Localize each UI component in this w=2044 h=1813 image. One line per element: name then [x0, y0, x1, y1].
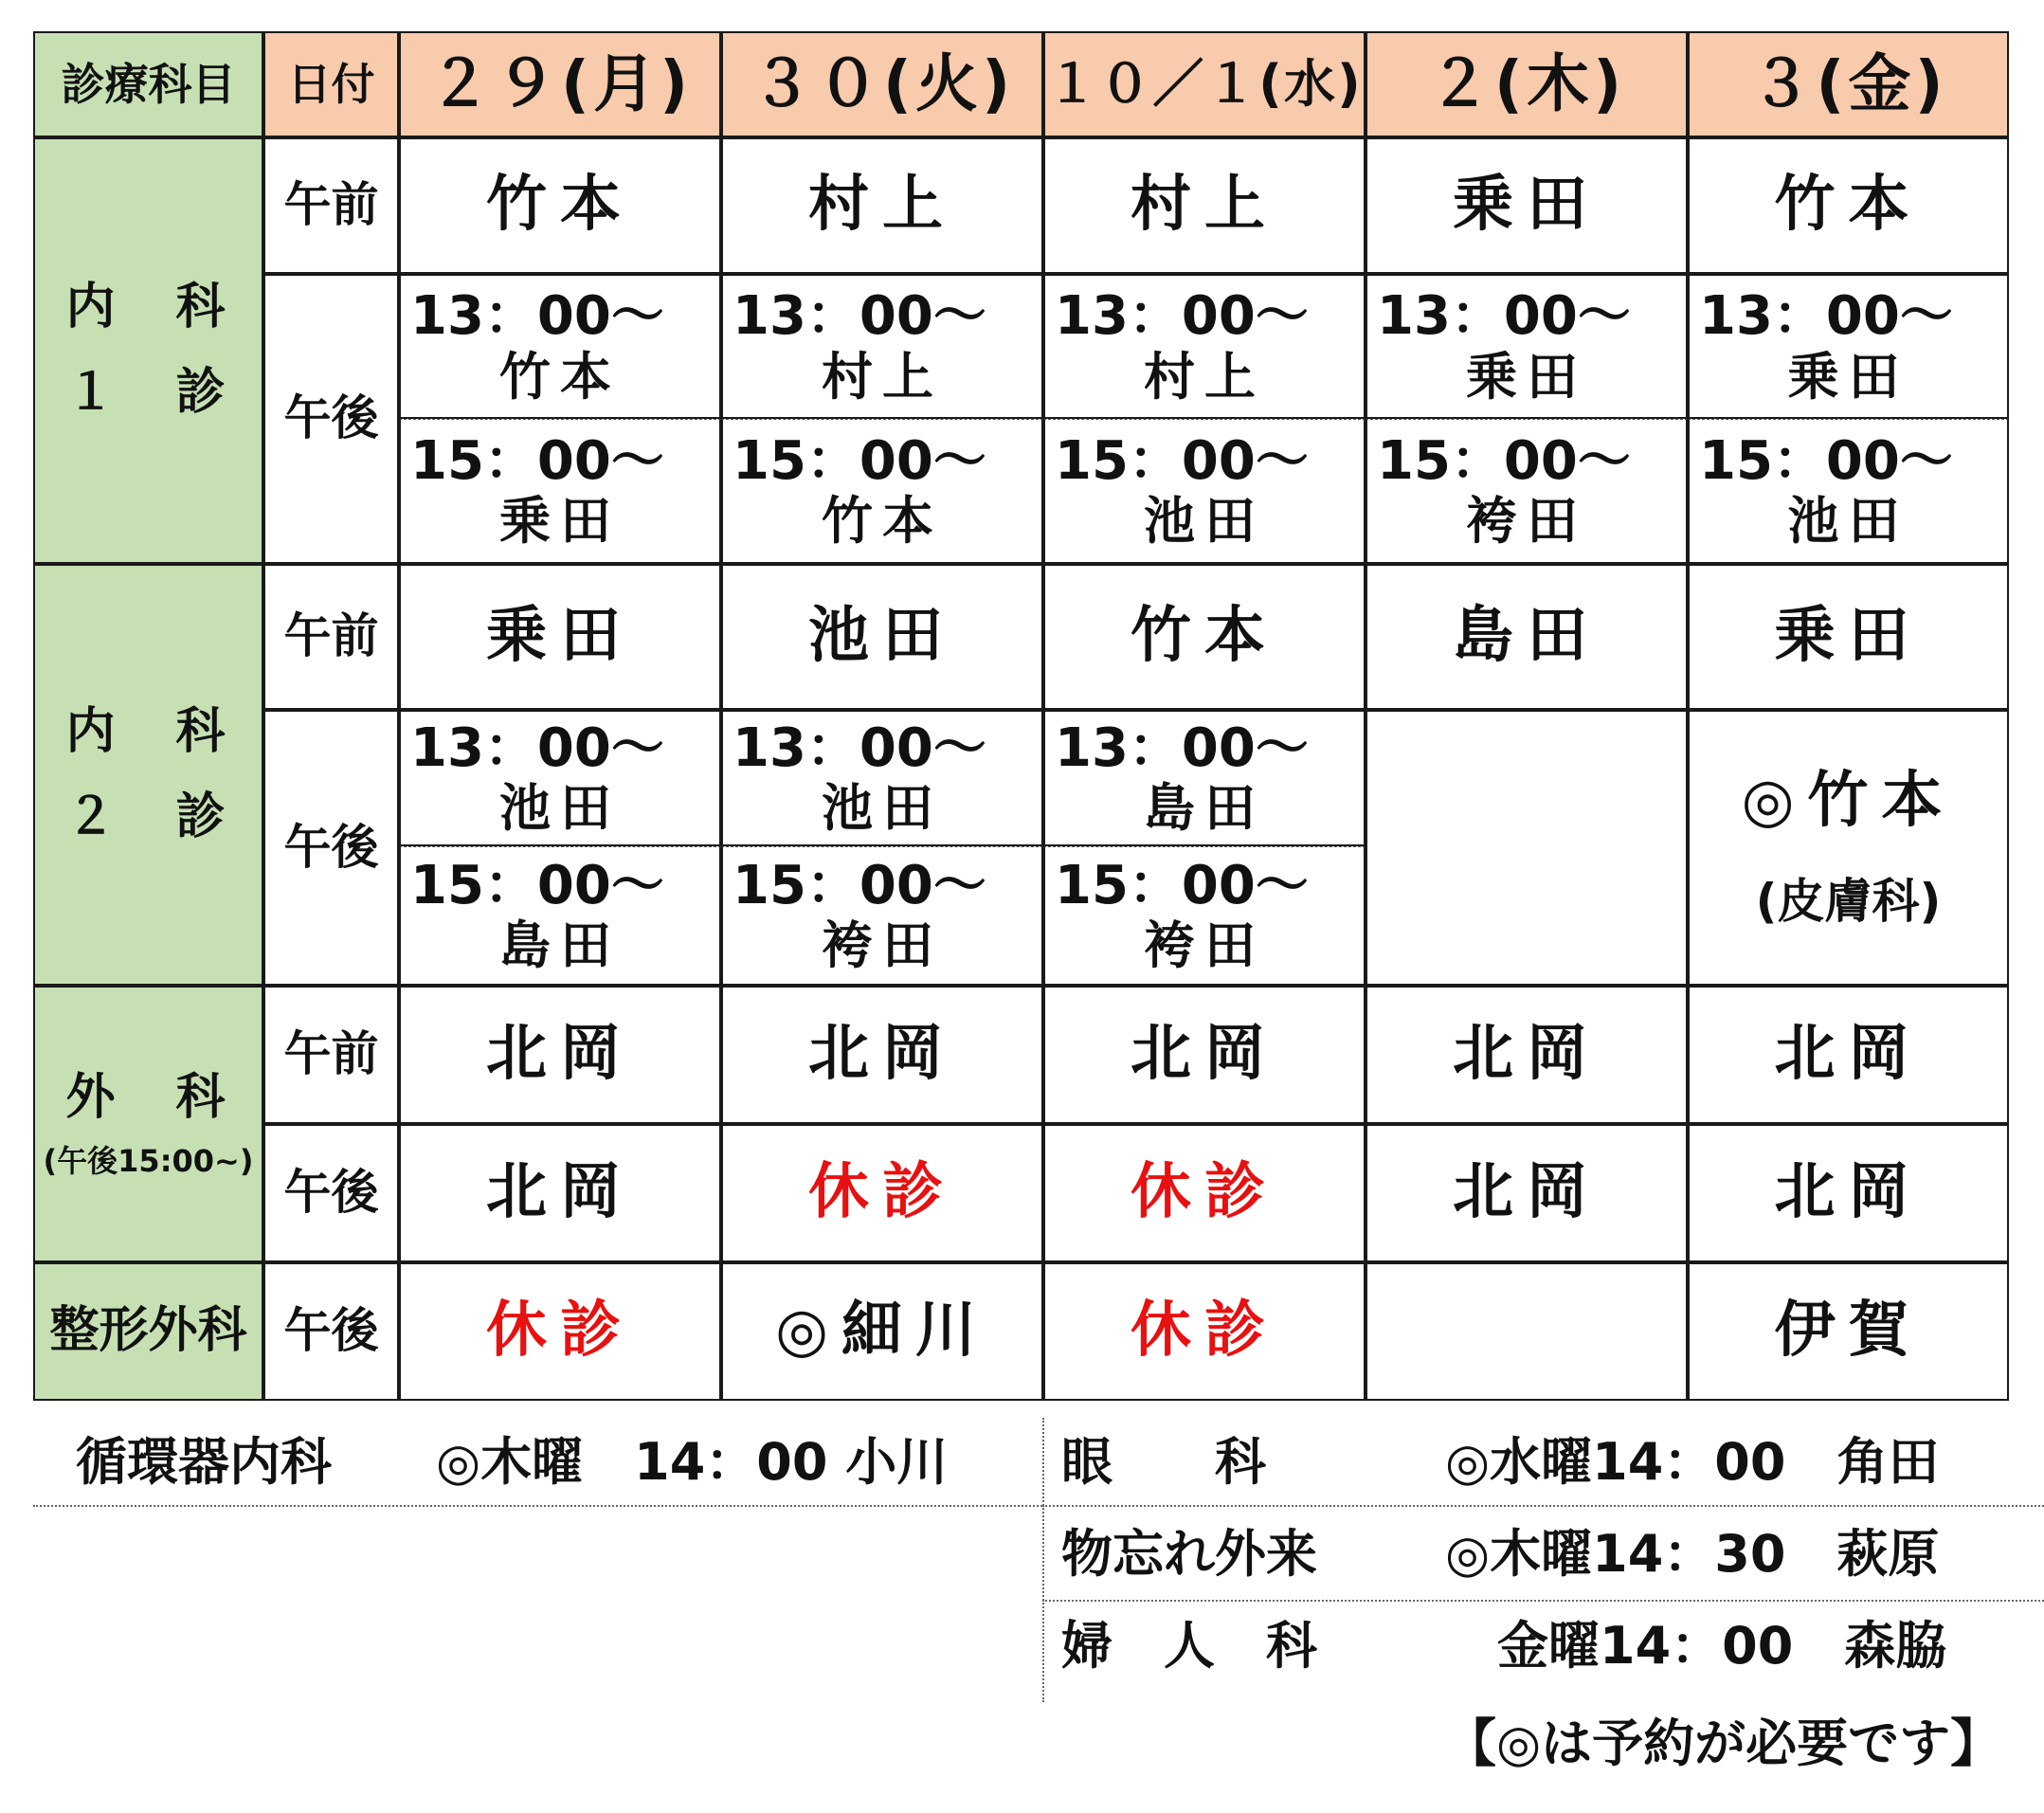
naika2-pm-top-cell	[721, 710, 1043, 846]
doctor-name: 池田	[499, 778, 621, 839]
time-label: 15：00～	[1377, 429, 1631, 492]
time-label: 13：00～	[1377, 285, 1631, 348]
naika2-pm-bottom-cell	[721, 846, 1043, 986]
doctor-name: 北岡	[1131, 1019, 1278, 1090]
time-label: 15：00～	[733, 429, 986, 492]
time-label: 13：00～	[1699, 285, 1953, 348]
naika2-pm-top-cell	[399, 710, 721, 846]
doctor-name: 北岡	[1774, 1019, 1923, 1090]
time-label: 13：00～	[410, 716, 664, 779]
doctor-name: 池田	[808, 601, 956, 672]
naika2-am-cell	[721, 564, 1043, 710]
period-geka-pm: 午後	[263, 1124, 399, 1262]
seikei-pm-cell	[399, 1262, 721, 1401]
schedule-table	[33, 31, 2009, 1401]
geka-am-cell	[1043, 986, 1366, 1124]
naika2-am-cell	[1366, 564, 1688, 710]
period-naika1-pm: 午後	[263, 274, 399, 564]
dept-naika1: 内 科 １ 診	[33, 137, 263, 564]
geka-pm-cell	[1688, 1124, 2009, 1262]
geka-am-cell	[399, 986, 721, 1124]
doctor-name: 北岡	[486, 1019, 634, 1090]
period-geka-am: 午前	[263, 986, 399, 1124]
footer-jun-detail: ◎木曜 14：00 小川	[436, 1432, 949, 1492]
header-dept-cell	[33, 31, 263, 137]
time-label: 15：00～	[410, 854, 664, 916]
period-naika2-pm: 午後	[263, 710, 399, 986]
seikei-pm-cell	[1043, 1262, 1366, 1401]
footer-ganka-label: 眼 科	[1061, 1432, 1266, 1492]
doctor-name: 池田	[1787, 491, 1909, 552]
header-day-tue: ３０(火)	[721, 31, 1043, 137]
doctor-name: 北岡	[486, 1157, 634, 1228]
doctor-name: 乗田	[1774, 601, 1923, 672]
doctor-name: 村上	[822, 346, 943, 407]
footer-info	[33, 1401, 2044, 1780]
doctor-name: 村上	[808, 170, 956, 241]
doctor-name: 竹本	[499, 346, 621, 407]
footer-monowasure-label: 物忘れ外来	[1061, 1524, 1317, 1584]
period-naika1-am: 午前	[263, 137, 399, 274]
naika2-pm-fri-cell	[1688, 710, 2009, 986]
doctor-name: 乗田	[1466, 346, 1587, 407]
doctor-name: 乗田	[486, 601, 634, 672]
doctor-name: 乗田	[1787, 346, 1909, 407]
header-date-cell	[263, 31, 399, 137]
naika1-am-cell	[1043, 137, 1366, 274]
naika1-pm-top-cell	[721, 274, 1043, 419]
seikei-pm-cell	[1688, 1262, 2009, 1401]
header-dept-label: 診療科目	[61, 58, 236, 110]
geka-am-cell	[721, 986, 1043, 1124]
time-label: 13：00～	[410, 285, 664, 348]
doctor-name: 竹本	[822, 491, 943, 552]
period-naika2-am: 午前	[263, 564, 399, 710]
time-label: 15：00～	[1699, 429, 1953, 492]
doctor-name: 休診	[808, 1157, 956, 1228]
doctor-name: ◎竹本	[1741, 765, 1956, 836]
naika1-pm-bottom-cell	[721, 419, 1043, 564]
naika2-am-cell	[1688, 564, 2009, 710]
doctor-name: 竹本	[1131, 601, 1278, 672]
naika2-pm-thu-cell	[1366, 710, 1688, 986]
time-label: 15：00～	[733, 854, 986, 916]
doctor-name: 村上	[1131, 170, 1278, 241]
doctor-name: 北岡	[1774, 1157, 1923, 1228]
doctor-name: 島田	[1144, 778, 1265, 839]
doctor-name: 竹本	[1774, 170, 1923, 241]
doctor-name: 池田	[1144, 491, 1265, 552]
footer-reservation-note: 【◎は予約が必要です】	[1445, 1713, 2002, 1773]
naika1-pm-top-cell	[1366, 274, 1688, 419]
footer-ganka-detail: ◎水曜14：00 角田	[1445, 1432, 1940, 1492]
footer-fujin-label: 婦 人 科	[1061, 1616, 1317, 1676]
specialty-note: (皮膚科)	[1755, 873, 1942, 929]
doctor-name: 北岡	[1453, 1157, 1601, 1228]
seikei-pm-cell	[1366, 1262, 1688, 1401]
dept-geka: 外 科 (午後15:00~)	[33, 986, 263, 1262]
naika1-pm-top-cell	[1688, 274, 2009, 419]
time-label: 13：00～	[1055, 285, 1309, 348]
doctor-name: 北岡	[808, 1019, 956, 1090]
doctor-name: 休診	[1131, 1296, 1278, 1367]
doctor-name: 袴田	[1466, 491, 1587, 552]
doctor-name: 袴田	[822, 916, 943, 976]
footer-jun-label: 循環器内科	[76, 1432, 332, 1492]
doctor-name: 北岡	[1453, 1019, 1601, 1090]
geka-am-cell	[1366, 986, 1688, 1124]
doctor-name: 乗田	[1453, 170, 1601, 241]
naika1-am-cell	[721, 137, 1043, 274]
dept-naika2: 内 科 ２ 診	[33, 564, 263, 986]
doctor-name: 休診	[1131, 1157, 1278, 1228]
time-label: 15：00～	[410, 429, 664, 492]
doctor-name: 乗田	[499, 491, 621, 552]
doctor-name: 島田	[1453, 601, 1601, 672]
geka-pm-cell	[721, 1124, 1043, 1262]
doctor-name: 伊賀	[1774, 1296, 1923, 1367]
doctor-name: 袴田	[1144, 916, 1265, 976]
period-seikei-pm: 午後	[263, 1262, 399, 1401]
time-label: 13：00～	[1055, 716, 1309, 779]
naika1-pm-bottom-cell	[1043, 419, 1366, 564]
naika1-pm-top-cell	[1043, 274, 1366, 419]
seikei-pm-cell	[721, 1262, 1043, 1401]
naika1-pm-top-cell	[399, 274, 721, 419]
naika2-am-cell	[399, 564, 721, 710]
time-label: 13：00～	[733, 285, 986, 348]
footer-fujin-detail: 金曜14：00 森脇	[1497, 1616, 1947, 1676]
naika1-pm-bottom-cell	[1688, 419, 2009, 564]
doctor-name: 竹本	[486, 170, 634, 241]
geka-pm-cell	[1366, 1124, 1688, 1262]
naika2-pm-bottom-cell	[399, 846, 721, 986]
naika1-pm-bottom-cell	[399, 419, 721, 564]
doctor-name: 島田	[499, 916, 621, 976]
time-label: 13：00～	[733, 716, 986, 779]
naika2-pm-bottom-cell	[1043, 846, 1366, 986]
naika1-am-cell	[399, 137, 721, 274]
footer-monowasure-detail: ◎木曜14：30 萩原	[1445, 1524, 1940, 1584]
doctor-name: 村上	[1144, 346, 1265, 407]
naika2-am-cell	[1043, 564, 1366, 710]
header-day-wed: １０／１(水)	[1043, 31, 1366, 137]
naika1-pm-bottom-cell	[1366, 419, 1688, 564]
naika2-pm-top-cell	[1043, 710, 1366, 846]
naika1-am-cell	[1688, 137, 2009, 274]
header-day-thu: ２(木)	[1366, 31, 1688, 137]
header-day-fri: ３(金)	[1688, 31, 2009, 137]
dept-seikei: 整形外科	[33, 1262, 263, 1401]
geka-pm-cell	[399, 1124, 721, 1262]
time-label: 15：00～	[1055, 854, 1309, 916]
header-day-mon: ２９(月)	[399, 31, 721, 137]
header-date-label: 日付	[287, 58, 375, 110]
geka-pm-cell	[1043, 1124, 1366, 1262]
naika1-am-cell	[1366, 137, 1688, 274]
time-label: 15：00～	[1055, 429, 1309, 492]
geka-am-cell	[1688, 986, 2009, 1124]
doctor-name: 休診	[486, 1296, 634, 1367]
doctor-name: ◎細川	[775, 1296, 989, 1367]
doctor-name: 池田	[822, 778, 943, 839]
